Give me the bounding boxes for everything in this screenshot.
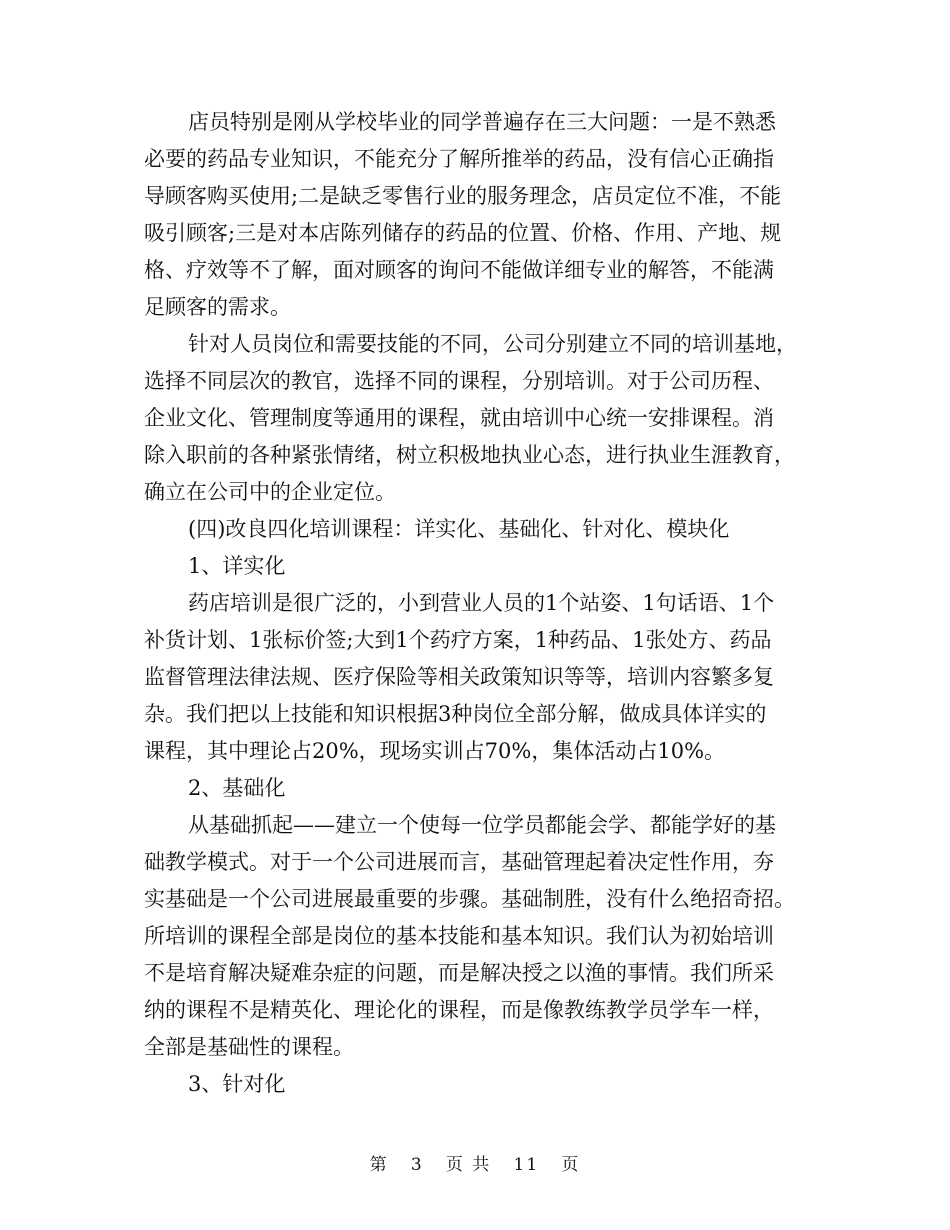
document-body	[144, 104, 812, 1103]
heading-line: (四)改良四化培训课程：详实化、基础化、针对化、模块化	[188, 517, 730, 541]
text-line: 足顾客的需求。	[144, 295, 291, 319]
text-line: 监督管理法律法规、医疗保险等相关政策知识等等，培训内容繁多复	[144, 665, 774, 689]
text-line: 吸引顾客;三是对本店陈列储存的药品的位置、价格、作用、产地、规	[144, 221, 782, 245]
text-line: 不是培育解决疑难杂症的问题，而是解决授之以渔的事情。我们所采	[144, 961, 774, 985]
subsection-heading	[144, 770, 812, 807]
heading-line: 3、针对化	[188, 1072, 286, 1096]
text-line: 课程，其中理论占20%，现场实训占70%，集体活动占10%。	[144, 739, 726, 763]
paragraph	[144, 326, 812, 511]
text-line: 格、疗效等不了解，面对顾客的询问不能做详细专业的解答，不能满	[144, 258, 774, 282]
page-footer	[0, 1150, 950, 1175]
paragraph	[144, 104, 812, 326]
text-line: 确立在公司中的企业定位。	[144, 480, 396, 504]
text-line: 必要的药品专业知识，不能充分了解所推举的药品，没有信心正确指	[144, 147, 774, 171]
text-line: 所培训的课程全部是岗位的基本技能和基本知识。我们认为初始培训	[144, 924, 774, 948]
footer-suffix: 页	[561, 1155, 581, 1175]
text-line: 从基础抓起——建立一个使每一位学员都能会学、都能学好的基	[188, 813, 776, 837]
subsection-heading	[144, 1066, 812, 1103]
heading-line: 1、详实化	[188, 554, 286, 578]
footer-prefix: 第	[369, 1155, 389, 1175]
page-number: 3	[410, 1155, 424, 1175]
text-line: 选择不同层次的教官，选择不同的课程，分别培训。对于公司历程、	[144, 369, 774, 393]
text-line: 础教学模式。对于一个公司进展而言，基础管理起着决定性作用，夯	[144, 850, 774, 874]
page-total: 11	[513, 1155, 540, 1175]
heading-line: 2、基础化	[188, 776, 286, 800]
text-line: 杂。我们把以上技能和知识根据3种岗位全部分解，做成具体详实的	[144, 702, 767, 726]
text-line: 纳的课程不是精英化、理论化的课程，而是像教练教学员学车一样，	[144, 998, 774, 1022]
text-line: 店员特别是刚从学校毕业的同学普遍存在三大问题：一是不熟悉	[188, 110, 776, 134]
footer-middle: 页 共	[445, 1155, 492, 1175]
text-line: 全部是基础性的课程。	[144, 1035, 354, 1059]
text-line: 导顾客购买使用;二是缺乏零售行业的服务理念，店员定位不准，不能	[144, 184, 782, 208]
text-line: 企业文化、管理制度等通用的课程，就由培训中心统一安排课程。消	[144, 406, 774, 430]
subsection-heading	[144, 548, 812, 585]
paragraph	[144, 585, 812, 770]
text-line: 补货计划、1张标价签;大到1个药疗方案，1种药品、1张处方、药品	[144, 628, 772, 652]
text-line: 针对人员岗位和需要技能的不同，公司分别建立不同的培训基地，	[188, 332, 797, 356]
text-line: 实基础是一个公司进展最重要的步骤。基础制胜，没有什么绝招奇招。	[144, 887, 795, 911]
text-line: 药店培训是很广泛的，小到营业人员的1个站姿、1句话语、1个	[188, 591, 775, 615]
paragraph	[144, 807, 812, 1066]
text-line: 除入职前的各种紧张情绪，树立积极地执业心态，进行执业生涯教育，	[144, 443, 795, 467]
section-heading	[144, 511, 812, 548]
